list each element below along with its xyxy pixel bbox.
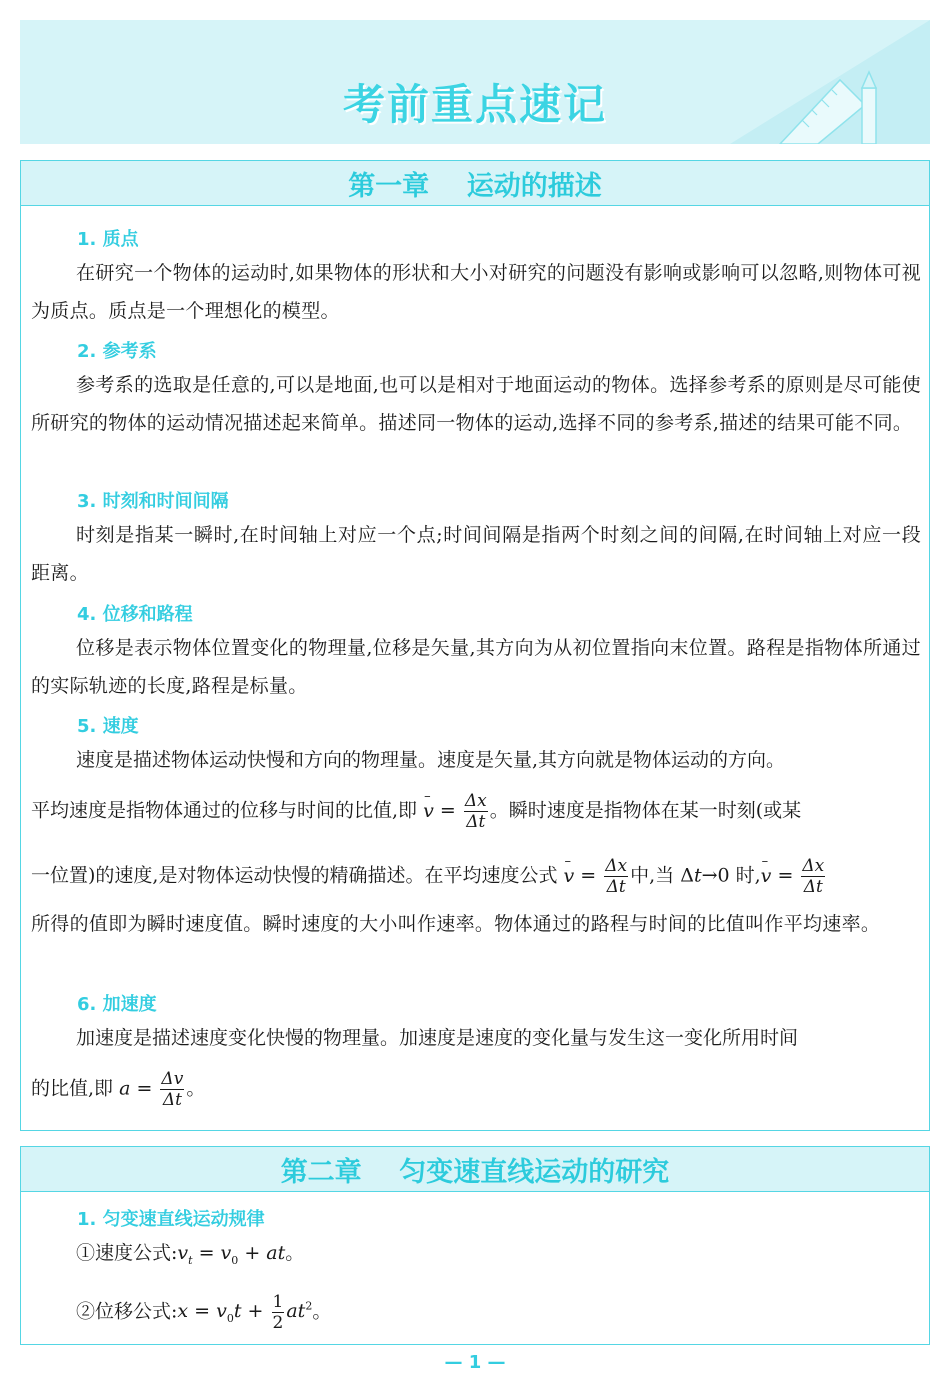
item-title-time: 3. 时刻和时间间隔	[77, 491, 229, 512]
formula-displacement-start: $x = v_0t$ +	[177, 1300, 264, 1326]
acceleration-line-1: 加速度是描述速度变化快慢的物理量。加速度是速度的变化量与发生这一变化所用时间	[76, 1027, 799, 1049]
fraction-delta-x-over-delta-t: $\frac{\Delta x}{\Delta t}$	[605, 856, 628, 897]
velocity-line-3-mid: 中,当 Δ	[630, 864, 694, 887]
chapter-2-section	[20, 1146, 930, 1345]
v-bar-symbol: – v	[761, 857, 772, 895]
fraction-delta-v-over-delta-t: $\frac{\Delta v}{\Delta t}$	[161, 1069, 184, 1110]
chapter-1-header	[21, 161, 929, 206]
fraction-delta-x-over-delta-t: $\frac{\Delta x}{\Delta t}$	[464, 791, 487, 832]
a-symbol: a	[119, 1077, 131, 1100]
velocity-line-2-start: 平均速度是指物体通过的位移与时间的比值,即	[31, 799, 418, 822]
chapter-1-section	[20, 160, 930, 1131]
page-title: 考前重点速记	[342, 80, 607, 129]
velocity-line-3-end: →0 时,	[701, 864, 761, 887]
item-title-acceleration: 6. 加速度	[77, 994, 157, 1015]
v-bar-symbol: – v	[564, 857, 575, 895]
velocity-line-1: 速度是描述物体运动快慢和方向的物理量。速度是矢量,其方向就是物体运动的方向。	[76, 749, 786, 771]
item-title-reference-frame: 2. 参考系	[77, 341, 157, 362]
item-title-particle: 1. 质点	[77, 229, 139, 250]
velocity-line-2: 平均速度是指物体通过的位移与时间的比值,即 – v = $\frac{\Delta x}{\Delta t}$ 。瞬时速度是指物体在某一时刻(或某	[31, 791, 921, 832]
velocity-line-2-end: 。瞬时速度是指物体在某一时刻(或某	[489, 799, 802, 822]
acceleration-line-2-end: 。	[186, 1077, 206, 1100]
top-banner	[20, 20, 930, 144]
item-title-uniform-acceleration: 1. 匀变速直线运动规律	[77, 1209, 265, 1230]
displacement-formula: ②位移公式:x = $v_0t$ + $\frac{1}{2}$ $at^2$。	[76, 1291, 332, 1333]
v-bar-symbol: – v	[423, 792, 434, 830]
t-symbol: t	[693, 864, 702, 887]
formula-velocity-expression: $v_t = v_0$ + at	[177, 1242, 286, 1267]
chapter-2-header	[21, 1147, 929, 1192]
chapter-2-heading: 第二章 匀变速直线运动的研究	[280, 1156, 670, 1188]
item-title-velocity: 5. 速度	[77, 716, 139, 737]
item-text-reference-frame: 参考系的选取是任意的,可以是地面,也可以是相对于地面运动的物体。选择参考系的原则是尽可能使所研究的物体的运动情况描述起来简单。描述同一物体的运动,选择不同的参考系,描述的结果可能不同。	[31, 374, 921, 434]
velocity-line-3: 一位置)的速度,是对物体运动快慢的精确描述。在平均速度公式 – v = $\frac{\Delta x}{\Delta t}$ 中,当 Δt→0 时,– v = $\frac{\Delta x}{\Delta t}$	[31, 856, 921, 897]
acceleration-line-2-start: 的比值,即	[31, 1077, 114, 1100]
fraction-one-half: $\frac{1}{2}$	[272, 1291, 284, 1333]
chapter-1-heading: 第一章 运动的描述	[348, 170, 602, 202]
item-text-displacement: 位移是表示物体位置变化的物理量,位移是矢量,其方向为从初位置指向末位置。路程是指物体所通过的实际轨迹的长度,路程是标量。	[31, 637, 921, 697]
velocity-line-3-start: 一位置)的速度,是对物体运动快慢的精确描述。在平均速度公式	[31, 864, 558, 887]
formula-displacement-end: $at^2$	[286, 1300, 313, 1323]
item-title-displacement: 4. 位移和路程	[77, 604, 193, 625]
velocity-line-4: 所得的值即为瞬时速度值。瞬时速度的大小叫作速率。物体通过的路程与时间的比值叫作平均速率。	[31, 913, 881, 935]
velocity-formula: ①速度公式$:v_t = v_0$ + at。	[76, 1242, 305, 1267]
displacement-formula-label: ②位移公式:	[76, 1300, 178, 1323]
item-text-time: 时刻是指某一瞬时,在时间轴上对应一个点;时间间隔是指两个时刻之间的间隔,在时间轴上对应一段距离。	[31, 524, 921, 584]
item-text-particle: 在研究一个物体的运动时,如果物体的形状和大小对研究的问题没有影响或影响可以忽略,则物体可视为质点。质点是一个理想化的模型。	[31, 262, 921, 322]
fraction-delta-x-over-delta-t: $\frac{\Delta x}{\Delta t}$	[802, 856, 825, 897]
page-number: — 1 —	[444, 1352, 506, 1373]
velocity-formula-label: ①速度公式:	[76, 1242, 178, 1264]
acceleration-line-2: 的比值,即 a = $\frac{\Delta v}{\Delta t}$ 。	[31, 1069, 206, 1110]
